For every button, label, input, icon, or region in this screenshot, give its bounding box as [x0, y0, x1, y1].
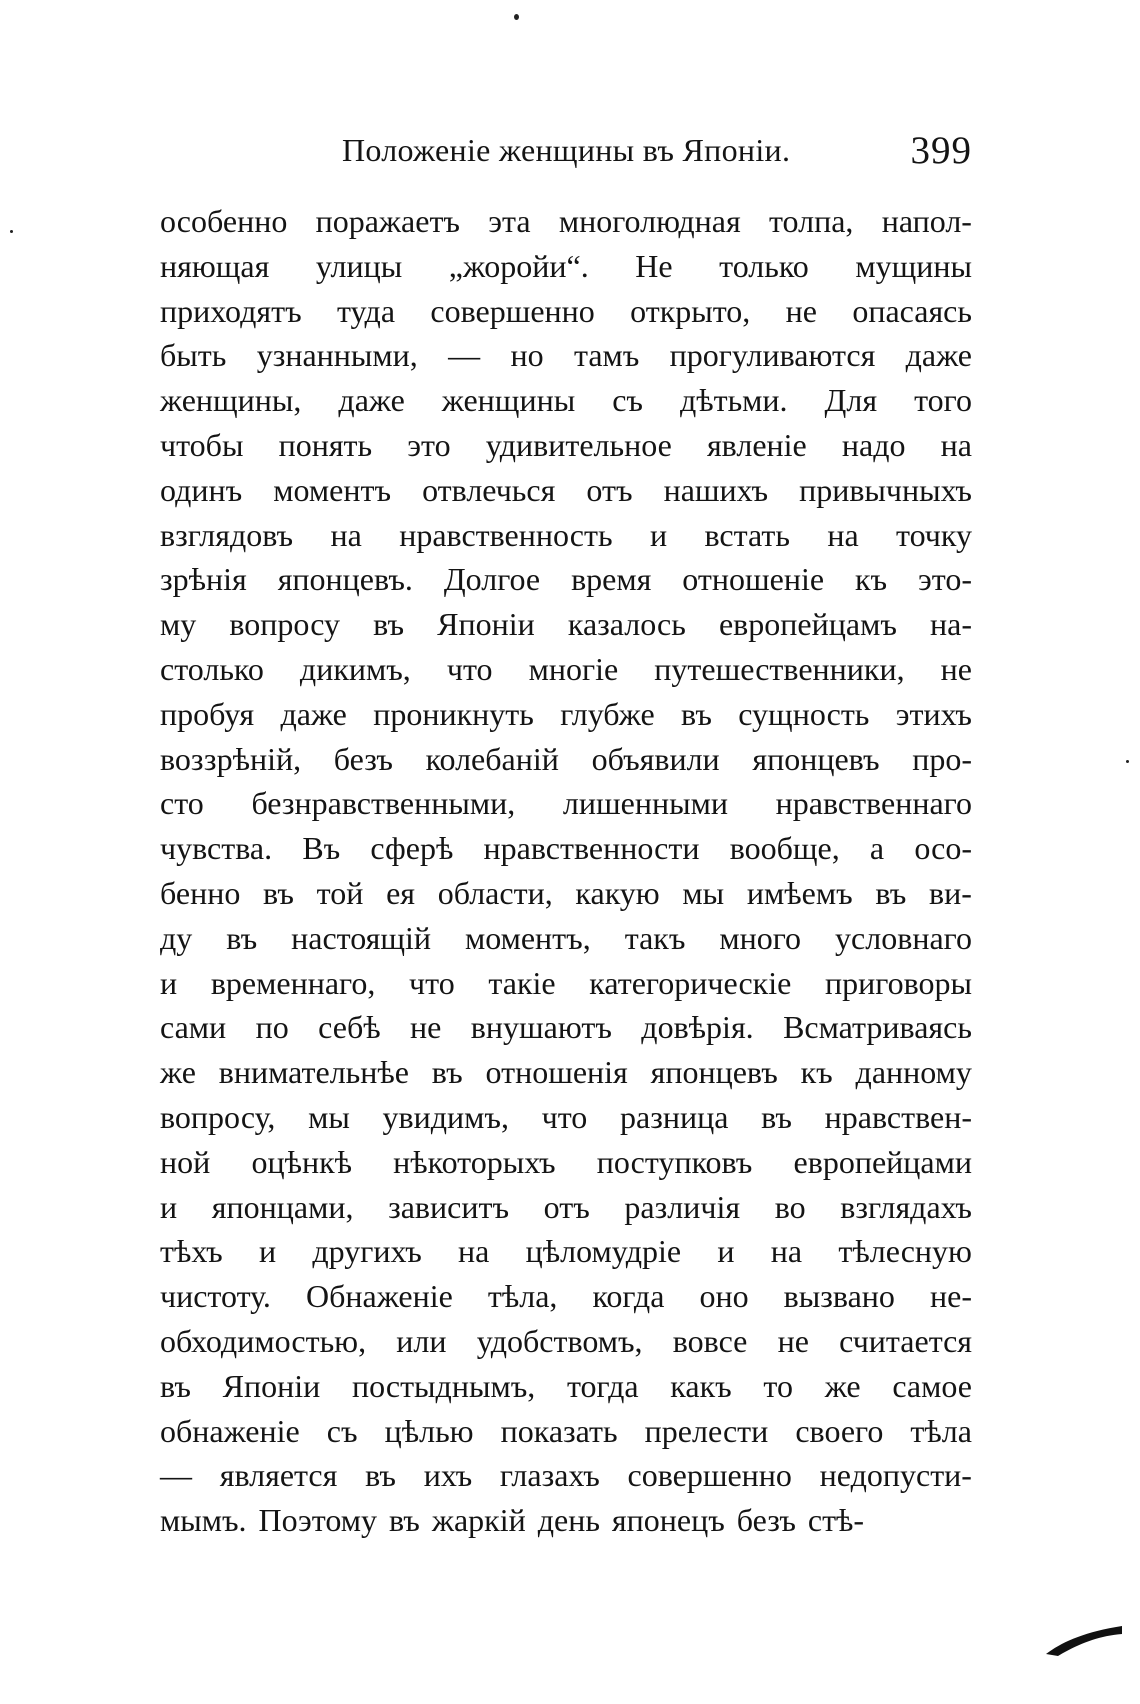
text-line: и временнаго, что такiе категорическiе приговоры — [160, 964, 972, 1001]
text-line: зрѣнiя японцевъ. Долгое время отношенiе къ это- — [160, 561, 972, 598]
ink-speck — [514, 14, 519, 20]
running-title: Положенiе женщины въ Японiи. — [342, 132, 791, 168]
text-line: няющая улицы „жоройи“. Не только мущины — [160, 247, 972, 284]
edge-ink-mark — [1044, 1620, 1124, 1660]
ink-speck — [10, 230, 13, 233]
text-line: му вопросу въ Японiи казалось европейцамъ на- — [160, 606, 972, 643]
text-line: ной оцѣнкѣ нѣкоторыхъ поступковъ европейцами — [160, 1143, 972, 1180]
text-line: одинъ моментъ отвлечься отъ нашихъ привычныхъ — [160, 471, 972, 508]
text-line: — является въ ихъ глазахъ совершенно недопусти- — [160, 1457, 972, 1494]
text-line: мымъ. Поэтому въ жаркiй день японецъ безъ стѣ- — [160, 1502, 865, 1539]
text-line: вопросу, мы увидимъ, что разница въ нравствен- — [160, 1098, 972, 1135]
text-line: обнаженiе съ цѣлью показать прелести своего тѣла — [160, 1412, 972, 1449]
text-line: взглядовъ на нравственность и встать на точку — [160, 516, 972, 553]
text-line: чтобы понять это удивительное явленiе надо на — [160, 426, 972, 463]
text-line: столько дикимъ, что многiе путешественники, не — [160, 650, 972, 687]
text-line: бенно въ той ея области, какую мы имѣемъ въ ви- — [160, 874, 972, 911]
text-line: ду въ настоящiй моментъ, такъ много условнаго — [160, 919, 972, 956]
body-text — [160, 199, 972, 1543]
page-number: 399 — [910, 129, 972, 172]
text-line: женщины, даже женщины съ дѣтьми. Для того — [160, 382, 972, 419]
text-line: тѣхъ и другихъ на цѣломудрiе и на тѣлесную — [160, 1233, 972, 1270]
text-line: воззрѣнiй, безъ колебанiй объявили японцевъ про- — [160, 740, 972, 777]
text-line: особенно поражаетъ эта многолюдная толпа, напол- — [160, 203, 972, 239]
text-line: пробуя даже проникнуть глубже въ сущность этихъ — [160, 695, 972, 732]
text-line: быть узнанными, — но тамъ прогуливаются даже — [160, 337, 972, 374]
text-line: же внимательнѣе въ отношенiя японцевъ къ данному — [160, 1054, 972, 1091]
text-line: въ Японiи постыднымъ, тогда какъ то же самое — [160, 1367, 972, 1404]
running-head — [160, 128, 972, 176]
text-line: сами по себѣ не внушаютъ довѣрiя. Всматриваясь — [160, 1009, 972, 1046]
ink-speck — [1126, 760, 1129, 763]
text-line: обходимостью, или удобствомъ, вовсе не считается — [160, 1322, 972, 1359]
text-line: приходятъ туда совершенно открыто, не опасаясь — [160, 292, 972, 329]
text-line: сто безнравственными, лишенными нравственнаго — [160, 785, 972, 822]
text-line: чистоту. Обнаженiе тѣла, когда оно вызвано не- — [160, 1278, 972, 1315]
text-line: и японцами, зависитъ отъ различiя во взглядахъ — [160, 1188, 972, 1225]
text-line: чувства. Въ сферѣ нравственности вообще, а осо- — [160, 830, 972, 867]
